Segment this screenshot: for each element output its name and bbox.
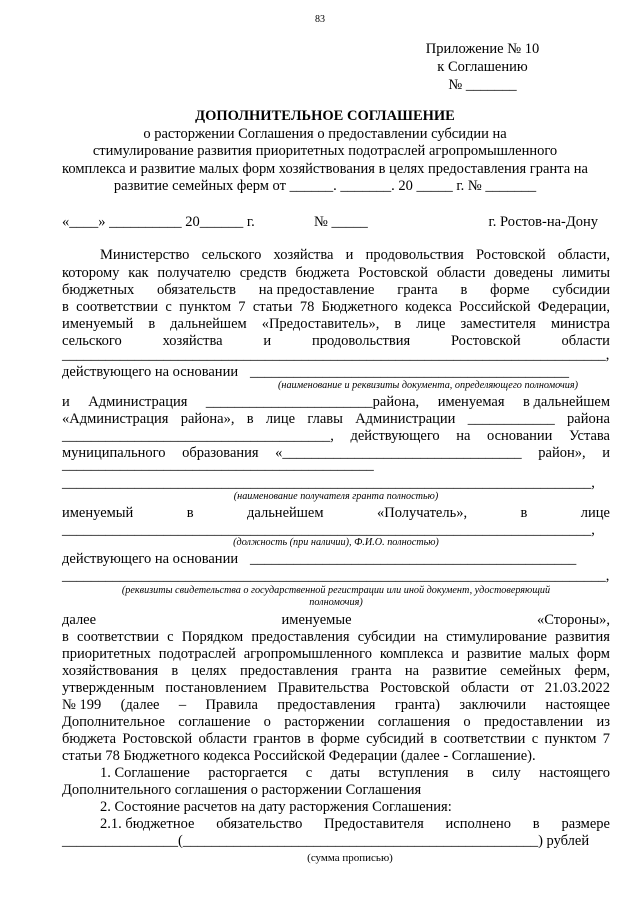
appendix-block — [410, 40, 555, 94]
word: Ростовской — [122, 731, 193, 747]
text-line — [62, 299, 610, 316]
appendix-line: Приложение № 10 — [425, 41, 540, 57]
word: предоставления — [251, 629, 350, 645]
word: в — [394, 316, 402, 332]
blank-line: _________________________________________________________________________, — [62, 522, 595, 538]
word: главы — [307, 411, 343, 427]
word: Министерство — [100, 247, 190, 263]
text-line — [62, 505, 610, 522]
word: форм — [577, 646, 610, 662]
word: утвержденным — [62, 680, 155, 696]
title-subline: о расторжении Соглашения о предоставлении субсидии на — [143, 125, 507, 142]
text-line — [62, 265, 610, 282]
word: далее — [62, 612, 97, 628]
word: бюджета — [62, 731, 117, 747]
word: Правительства — [277, 680, 369, 696]
word: 7 — [602, 731, 610, 747]
word: соответствии — [76, 299, 159, 315]
text-line — [62, 680, 610, 697]
text-line — [62, 612, 610, 629]
acting-basis-label: действующего на основании — [62, 551, 239, 567]
word: муниципального — [62, 445, 166, 461]
word: Администрации — [355, 411, 456, 427]
word: «Администрация — [62, 411, 169, 427]
word: Администрация — [88, 394, 188, 410]
word: грантов — [253, 731, 301, 747]
word: как — [128, 265, 149, 281]
text-line — [62, 551, 610, 568]
text-line — [62, 646, 610, 663]
word: заключили — [459, 697, 527, 713]
word: и — [263, 333, 272, 349]
title-heading: ДОПОЛНИТЕЛЬНОЕ СОГЛАШЕНИЕ — [195, 108, 455, 124]
word: хозяйства — [273, 247, 334, 263]
word: средств — [239, 265, 287, 281]
word: с — [167, 629, 174, 645]
word: лице — [580, 505, 610, 521]
amount-line: ________________(_________________________________________________) рублей — [62, 833, 590, 849]
word: сельского — [201, 247, 262, 263]
word: лице — [416, 316, 446, 332]
text-line — [62, 364, 610, 381]
word: дальнейшем — [170, 316, 247, 332]
appendix-line: № _______ — [448, 77, 517, 93]
word: продовольствия — [311, 333, 411, 349]
word: основании — [486, 428, 553, 444]
word: настоящее — [545, 697, 610, 713]
word: в — [246, 411, 254, 427]
acting-basis-blank: ____________________________________________ — [250, 364, 569, 380]
text-line — [62, 714, 610, 731]
word: и — [451, 646, 460, 662]
word: форме — [320, 731, 360, 747]
word: Предоставителя — [324, 816, 424, 832]
text-line — [62, 428, 610, 445]
acting-basis-blank: _____________________________________________ — [250, 551, 577, 567]
word: на предоставление — [258, 282, 375, 298]
word: продовольствия — [365, 247, 464, 263]
word: «Предоставитель», — [261, 316, 380, 332]
word: _______________________района, — [205, 394, 420, 410]
word: в — [307, 731, 315, 747]
word: (далее — [120, 697, 160, 713]
word: вступления — [378, 765, 449, 781]
word: на — [456, 428, 471, 444]
word: семейных — [499, 663, 562, 679]
word: из — [596, 714, 610, 730]
word: ферм, — [574, 663, 610, 679]
word: получателю — [157, 265, 231, 281]
word: в — [171, 663, 179, 679]
word: доведены — [494, 265, 554, 281]
text-line — [62, 731, 610, 748]
word: ____________ — [467, 411, 555, 427]
word: Ростовской — [379, 680, 450, 696]
word: бюджетных — [62, 282, 135, 298]
word: гранта — [397, 282, 438, 298]
word: агропромышленного — [243, 646, 372, 662]
word: сельского — [62, 333, 122, 349]
word: в — [148, 316, 156, 332]
text-line: 2. Состояние расчетов на дату расторжения Соглашения: — [100, 799, 452, 815]
word: предоставления — [277, 697, 376, 713]
word: именуемые — [281, 612, 352, 628]
caption: полномочия) — [309, 597, 363, 608]
word: гранта) — [394, 697, 440, 713]
word: 2.1. бюджетное — [100, 816, 195, 832]
word: статьи — [252, 299, 293, 315]
word: кодекса — [405, 299, 452, 315]
word: настоящего — [539, 765, 610, 781]
word: области — [561, 333, 610, 349]
word: и — [602, 445, 610, 461]
word: района — [567, 411, 610, 427]
text-line: статьи 78 Бюджетного кодекса Российской Федерации (далее - Соглашение). — [62, 748, 536, 764]
appendix-line: к Соглашению — [437, 59, 528, 75]
text-line — [100, 816, 610, 833]
word: в — [62, 629, 69, 645]
word: Ростовской — [450, 333, 521, 349]
word: на — [404, 663, 420, 679]
word: действующего — [350, 428, 440, 444]
word: расторгается — [208, 765, 288, 781]
word: 21.03.2022 — [544, 680, 610, 696]
page-number: 83 — [315, 14, 325, 25]
word: хозяйства — [162, 333, 223, 349]
word: пунктом — [179, 299, 231, 315]
word: в — [430, 731, 438, 747]
blank-line: ___________________________________________________________________________, — [62, 568, 610, 584]
text-line: Дополнительного соглашения о расторжении Соглашения — [62, 782, 422, 798]
number-field: № _____ — [314, 214, 368, 230]
word: в — [460, 282, 468, 298]
word: именуемая — [437, 394, 505, 410]
word: Бюджетного — [321, 299, 398, 315]
word: 1. Соглашение — [100, 765, 190, 781]
word: соответствии — [77, 629, 159, 645]
word: и — [345, 247, 354, 263]
word: постановлением — [165, 680, 267, 696]
word: развития — [555, 629, 610, 645]
word: предоставлении — [483, 714, 584, 730]
title-subline: стимулирование развития приоритетных подотраслей агропромышленного — [92, 143, 558, 159]
text-line — [100, 247, 610, 264]
word: обязательств — [157, 282, 236, 298]
blank-line: ___________________________________________ — [62, 457, 374, 473]
word: в — [532, 816, 540, 832]
word: даты — [330, 765, 361, 781]
word: пунктом — [544, 731, 597, 747]
word: соглашения — [377, 714, 451, 730]
word: с — [305, 765, 313, 781]
blank-line: _________________________________________________________________________, — [62, 475, 595, 491]
word: Ростовской — [476, 247, 546, 263]
word: министра — [550, 316, 610, 332]
word: именуемый — [62, 505, 134, 521]
acting-basis-label: действующего на основании — [62, 364, 239, 380]
word: «Стороны», — [536, 612, 610, 628]
word: в — [520, 505, 528, 521]
word: Дополнительное — [62, 714, 165, 730]
word: которому — [62, 265, 120, 281]
word: бюджета — [295, 265, 350, 281]
word: Ростовской — [358, 265, 429, 281]
word: в дальнейшем — [523, 394, 610, 410]
word: о — [263, 714, 271, 730]
word: в — [62, 299, 69, 315]
word: развитие — [466, 646, 522, 662]
text-line — [62, 663, 610, 680]
word: от — [520, 680, 534, 696]
word: субсидии — [357, 629, 416, 645]
title-subline: развитие семейных ферм от ______. _______. 20 _____ г. № _______ — [113, 178, 537, 194]
word: в — [466, 765, 474, 781]
text-line — [62, 411, 610, 428]
word: лице — [265, 411, 296, 427]
word: – — [178, 697, 187, 713]
word: предоставления — [239, 663, 339, 679]
caption: (должность (при наличии), Ф.И.О. полностью) — [233, 537, 439, 548]
word: субсидий — [366, 731, 424, 747]
word: обязательство — [216, 816, 303, 832]
word: лимиты — [561, 265, 610, 281]
word: образования — [182, 445, 259, 461]
text-line — [62, 282, 610, 299]
word: области, — [557, 247, 610, 263]
text-line — [100, 765, 610, 782]
word: комплекса — [379, 646, 444, 662]
word: с — [531, 731, 539, 747]
word: «_________________________________ — [275, 445, 522, 461]
blank-line: ___________________________________________________________________________, — [62, 347, 610, 363]
word: области — [460, 680, 510, 696]
word: стимулирование — [446, 629, 547, 645]
word: и — [62, 394, 70, 410]
word: субсидии — [552, 282, 610, 298]
word: силу — [492, 765, 521, 781]
city: г. Ростов-на-Дону — [488, 214, 598, 230]
word: Порядком — [181, 629, 244, 645]
text-line — [62, 394, 610, 411]
word: _____________________________________, — [62, 428, 334, 444]
caption: (реквизиты свидетельства о государственной регистрации или иной документ, удостоверяющий — [121, 585, 551, 596]
document-title — [40, 108, 610, 196]
word: области — [198, 731, 247, 747]
word: в — [186, 505, 194, 521]
word: на — [423, 629, 438, 645]
word: размере — [561, 816, 610, 832]
word: приоритетных — [62, 646, 151, 662]
word: № 199 — [62, 697, 102, 713]
word: с — [165, 299, 172, 315]
word: форме — [490, 282, 530, 298]
text-line — [62, 629, 610, 646]
word: 78 — [299, 299, 315, 315]
word: расторжении — [284, 714, 365, 730]
word: о — [463, 714, 471, 730]
caption: (наименование получателя гранта полностью) — [233, 491, 439, 502]
word: подотраслей — [158, 646, 236, 662]
word: области — [436, 265, 486, 281]
caption: (сумма прописью) — [307, 852, 393, 864]
word: малых — [529, 646, 570, 662]
word: Федерации, — [537, 299, 610, 315]
word: хозяйствования — [62, 663, 159, 679]
caption: (наименование и реквизиты документа, определяющего полномочия) — [278, 380, 578, 391]
word: соглашение — [178, 714, 251, 730]
word: Правила — [205, 697, 258, 713]
word: именуемый — [62, 316, 134, 332]
word: гранта — [351, 663, 392, 679]
word: района», — [180, 411, 235, 427]
text-line — [62, 697, 610, 714]
word: район», — [538, 445, 586, 461]
word: Российской — [459, 299, 531, 315]
word: развитие — [432, 663, 487, 679]
title-subline: комплекса и развитие малых форм хозяйствования в целях предоставления гранта на — [62, 160, 588, 177]
word: заместителя — [460, 316, 536, 332]
word: целях — [191, 663, 227, 679]
word: «Получатель», — [376, 505, 468, 521]
text-line — [62, 316, 610, 333]
word: дальнейшем — [247, 505, 324, 521]
word: 7 — [238, 299, 246, 315]
date-field: «____» __________ 20______ г. — [62, 214, 255, 230]
word: соответствии — [443, 731, 526, 747]
word: Устава — [568, 428, 610, 444]
word: исполнено — [445, 816, 512, 832]
